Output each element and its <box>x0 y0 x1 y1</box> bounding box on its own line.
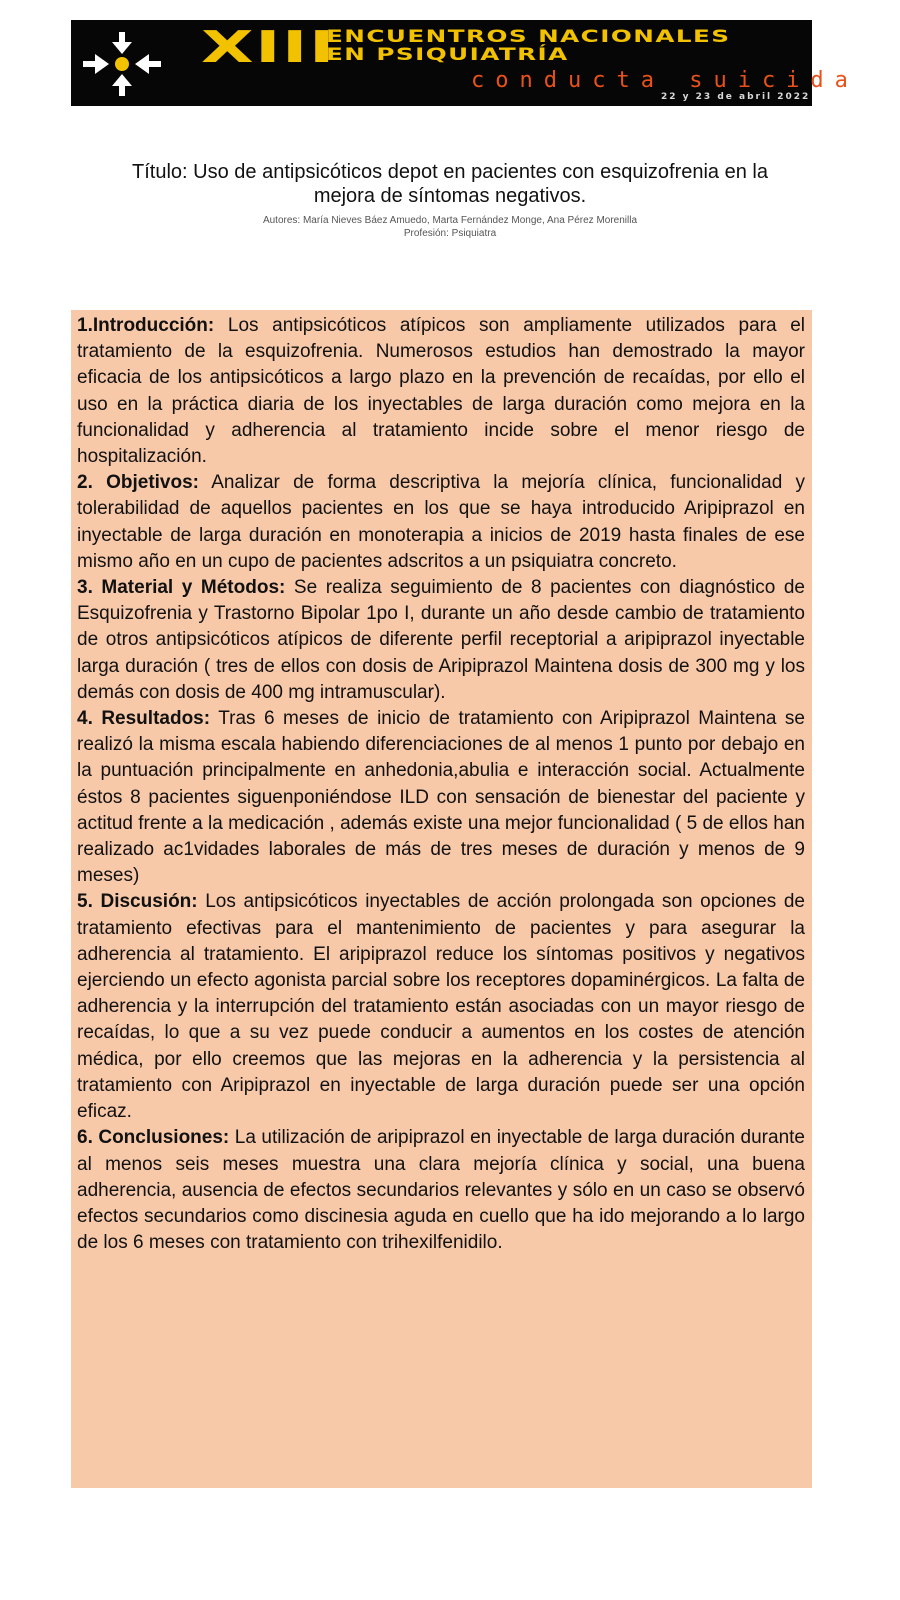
section-heading: 5. Discusión: <box>77 891 198 913</box>
section-heading: 4. Resultados: <box>77 708 211 730</box>
edition-number: XIII <box>201 22 336 73</box>
section-heading: 3. Material y Métodos: <box>77 577 286 599</box>
poster-body <box>71 310 812 1488</box>
section-text: Se realiza seguimiento de 8 pacientes con diagnóstico de Esquizofrenia y Trastorno Bipolar 1po I, durante un año desde cambio de tratamiento de otros antipsicóticos atípicos de diferente perfil receptorial a aripiprazol inyectable larga duración ( tres de ellos con dosis de Aripiprazol Maintena dosis de 300 mg y los demás con dosis de 400 mg intramuscular). <box>77 577 805 703</box>
section-heading: 6. Conclusiones: <box>77 1127 230 1149</box>
section-heading: 2. Objetivos: <box>77 472 199 494</box>
section-introduccion <box>77 313 805 470</box>
section-material-metodos <box>77 575 805 706</box>
section-text: Analizar de forma descriptiva la mejoría clínica, funcionalidad y tolerabilidad de aquellos pacientes en los que se haya introducido Aripiprazol en inyectable de larga duración en monoterapia a inicios de 2019 hasta finales de ese mismo año en un cupo de pacientes adscritos a un psiquiatra concreto. <box>77 472 806 572</box>
section-resultados <box>77 706 805 889</box>
section-text: La utilización de aripiprazol en inyectable de larga duración durante al menos seis meses muestra una clara mejoría clínica y social, una buena adherencia, ausencia de efectos secundarios relevantes y sólo en un caso se observó efectos secundarios como discinesia aguda en cuello que ha ido mejorando a lo largo de los 6 meses con tratamiento con trihexilfenidilo. <box>77 1127 805 1254</box>
section-conclusiones <box>77 1125 805 1256</box>
section-text: Los antipsicóticos atípicos son ampliamente utilizados para el tratamiento de la esquizofrenia. Numerosos estudios han demostrado la mayor eficacia de los antipsicóticos a largo plazo en la prevención de recaídas, por ello el uso en la práctica diaria de los inyectables de larga duración como mejora en la funcionalidad y adherencia al tratamiento incide sobre el menor riesgo de hospitalización. <box>77 315 805 468</box>
arrows-converging-dot-icon <box>81 28 163 100</box>
section-discusion <box>77 889 805 1125</box>
profession-line: Profesión: Psiquiatra <box>403 228 497 239</box>
section-text: Tras 6 meses de inicio de tratamiento con Aripiprazol Maintena se realizó la misma escala habiendo diferenciaciones de al menos 1 punto por debajo en la puntuación principalmente en anhedonia,abulia e interacción social. Actualmente éstos 8 pacientes siguenponiéndose ILD con sensación de bienestar del paciente y actitud frente a la medicación , además existe una mejor funcionalidad ( 5 de ellos han realizado ac1vidades laborales de más de tres meses de duración y menos de 9 meses) <box>77 708 805 887</box>
section-heading: 1.Introducción: <box>77 315 215 336</box>
section-objetivos <box>77 470 805 575</box>
banner-line-2: EN PSIQUIATRÍA <box>326 45 569 65</box>
authors-line: Autores: María Nieves Báez Amuedo, Marta Fernández Monge, Ana Pérez Morenilla <box>262 215 638 226</box>
section-text: Los antipsicóticos inyectables de acción prolongada son opciones de tratamiento efectivas para el mantenimiento de pacientes y para asegurar la adherencia al tratamiento. El aripiprazol reduce los síntomas positivos y negativos ejerciendo un efecto agonista parcial sobre los receptores dopaminérgicos. La falta de adherencia y la interrupción del tratamiento están asociadas con un mayor riesgo de recaídas, lo que a su vez puede conducir a aumentos en los costes de atención médica, por ello creemos que las mejoras en la adherencia y la persistencia al tratamiento con Aripiprazol en inyectable de larga duración puede ser una opción eficaz. <box>77 891 806 1123</box>
banner-topic: conducta suicida <box>471 68 859 93</box>
banner-line-1: ENCUENTROS NACIONALES <box>326 27 731 47</box>
event-banner <box>71 20 859 106</box>
banner-date: 22 y 23 de abril 2022 <box>661 92 811 102</box>
poster-title: Título: Uso de antipsicóticos depot en pacientes con esquizofrenia en la mejora de síntomas negativos. <box>132 161 768 207</box>
